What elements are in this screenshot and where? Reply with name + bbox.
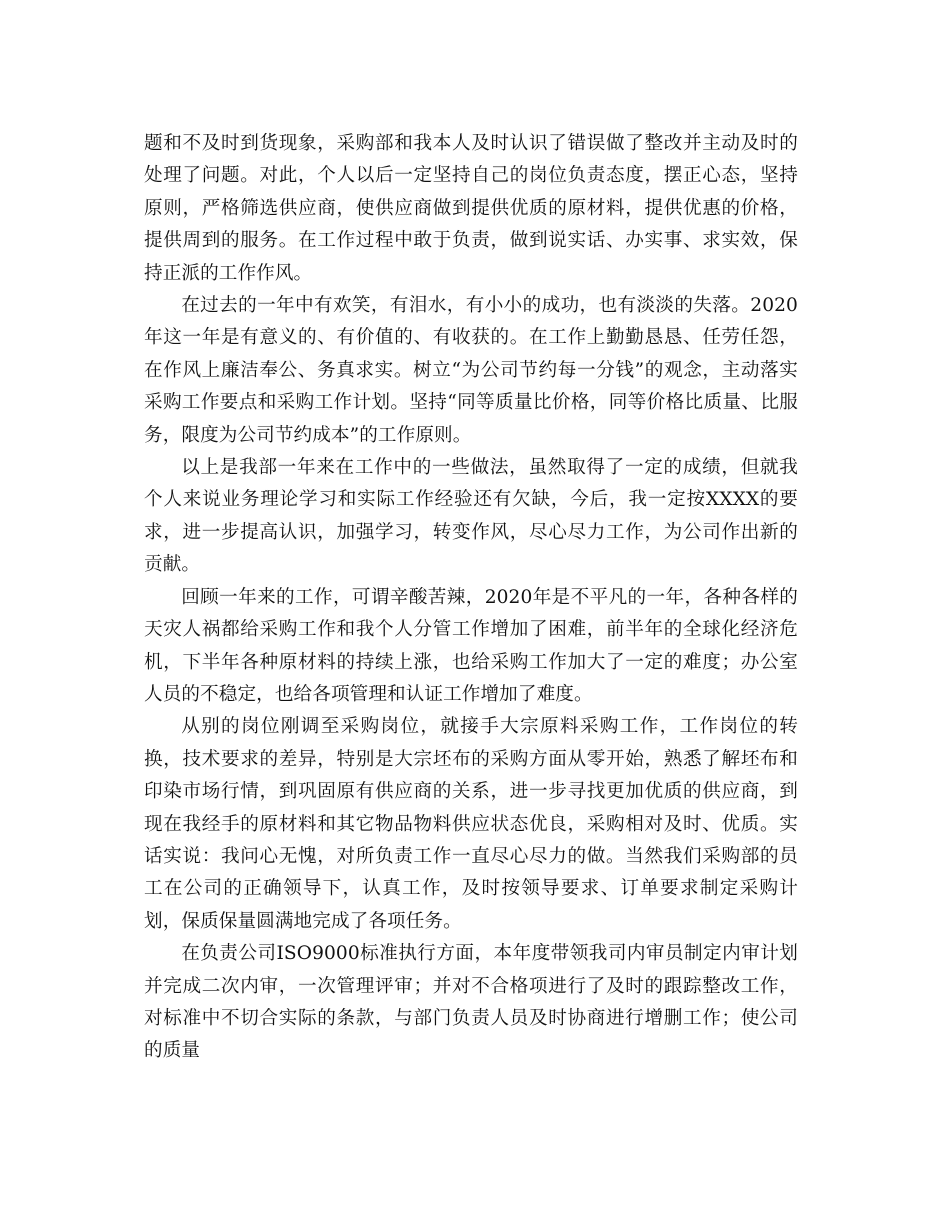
paragraph-1: 题和不及时到货现象，采购部和我本人及时认识了错误做了整改并主动及时的处理了问题。对此，个人以后一定坚持自己的岗位负责态度，摆正心态，坚持原则，严格筛选供应商，使供应商做到提供优质的原材料，提供优惠的价格，提供周到的服务。在工作过程中敢于负责，做到说实话、办实事、求实效，保持正派的工作作风。 [144, 133, 798, 284]
document-body [144, 128, 798, 1068]
paragraph-2: 在过去的一年中有欢笑，有泪水，有小小的成功，也有淡淡的失落。2020年这一年是有意义的、有价值的、有收获的。在工作上勤勤恳恳、任劳任怨，在作风上廉洁奉公、务真求实。树立“为公司节约每一分钱”的观念，主动落实采购工作要点和采购工作计划。坚持“同等质量比价格，同等价格比质量、比服务，限度为公司节约成本”的工作原则。 [144, 295, 798, 446]
paragraph-3: 以上是我部一年来在工作中的一些做法，虽然取得了一定的成绩，但就我个人来说业务理论学习和实际工作经验还有欠缺，今后，我一定按XXXX的要求，进一步提高认识，加强学习，转变作风，尽心尽力工作，为公司作出新的贡献。 [144, 457, 798, 576]
paragraph-4: 回顾一年来的工作，可谓辛酸苦辣，2020年是不平凡的一年，各种各样的天灾人祸都给采购工作和我个人分管工作增加了困难，前半年的全球化经济危机，下半年各种原材料的持续上涨，也给采购工作加大了一定的难度；办公室人员的不稳定，也给各项管理和认证工作增加了难度。 [144, 586, 798, 705]
paragraph-6: 在负责公司ISO9000标准执行方面，本年度带领我司内审员制定内审计划并完成二次内审，一次管理评审；并对不合格项进行了及时的跟踪整改工作，对标准中不切合实际的条款，与部门负责人员及时协商进行增删工作；使公司的质量 [144, 943, 798, 1062]
paragraph-5: 从别的岗位刚调至采购岗位，就接手大宗原料采购工作，工作岗位的转换，技术要求的差异，特别是大宗坯布的采购方面从零开始，熟悉了解坯布和印染市场行情，到巩固原有供应商的关系，进一步寻找更加优质的供应商，到现在我经手的原材料和其它物品物料供应状态优良，采购相对及时、优质。实话实说：我问心无愧，对所负责工作一直尽心尽力的做。当然我们采购部的员工在公司的正确领导下，认真工作，及时按领导要求、订单要求制定采购计划，保质保量圆满地完成了各项任务。 [144, 716, 798, 932]
